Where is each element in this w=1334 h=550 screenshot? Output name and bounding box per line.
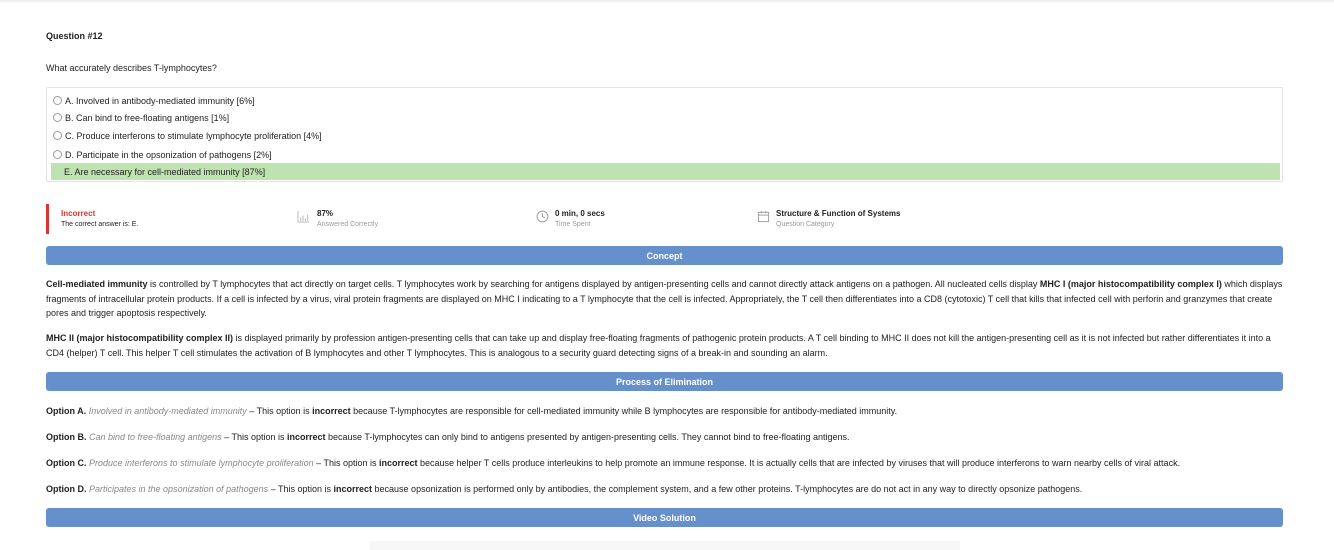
concept-term: Cell-mediated immunity [46, 279, 148, 289]
option-quote: Can bind to free-floating antigens [89, 432, 222, 442]
elimination-option-d [46, 484, 1283, 494]
option-a[interactable] [51, 92, 1280, 109]
clock-icon [536, 210, 549, 223]
concept-paragraph-2 [46, 331, 1283, 360]
percent-value: 87% [317, 209, 334, 218]
incorrect-keyword: incorrect [379, 458, 418, 468]
incorrect-keyword: incorrect [312, 406, 351, 416]
option-c[interactable] [51, 127, 1280, 144]
radio-button[interactable] [53, 131, 62, 140]
concept-text: is controlled by T lymphocytes that act directly on target cells. T lymphocytes work by searching for antigens displayed by antigen-presenting cells and cannot directly attack antigens on a pathogen. All nucleated cells display [147, 279, 1040, 289]
incorrect-keyword: incorrect [286, 432, 326, 442]
radio-button[interactable] [53, 96, 62, 105]
question-text: What accurately describes T-lymphocytes? [46, 63, 217, 73]
time-value: 0 min, 0 secs [555, 209, 605, 218]
option-quote: Participates in the opsonization of pathogens [89, 484, 269, 494]
concept-term: MHC II (major histocompatibility complex II) [46, 333, 234, 343]
option-label: Option A. [46, 406, 87, 416]
option-quote: Involved in antibody-mediated immunity [88, 406, 247, 416]
option-e-correct[interactable] [51, 163, 1280, 180]
video-solution-section-header[interactable]: Video Solution [46, 508, 1283, 527]
question-number: Question #12 [46, 31, 103, 41]
option-label: Option C. [46, 458, 87, 468]
elimination-option-b [46, 432, 1283, 442]
bar-chart-icon [297, 210, 310, 223]
concept-text: which displays fragments of intracellular protein products. If a cell is infected by a virus, viral protein fragments are displayed on MHC I indicating to a T lymphocyte that the cell is infected. Appropriately, the T cell then differentiates into a CD8 (cytotoxic) T cell that kills that infected cell with perforin and granzymes that create pores and trigger apoptosis respectively. [46, 279, 1283, 318]
radio-button[interactable] [53, 113, 62, 122]
option-label: Option D. [46, 484, 87, 494]
concept-text: is displayed primarily by profession antigen-presenting cells that can take up and display free-floating fragments of pathogenic protein products. A T cell binding to MHC II does not kill the antigen-presenting cell as it is not infected but rather differentiates it into a CD4 (helper) T cell. This helper T cell stimulates the activation of B lymphocytes and other T lymphocytes. This is analogous to a security guard detecting signs of a break-in and sounding an alarm. [46, 333, 1271, 358]
correct-answer-text: The correct answer is: E. [61, 221, 139, 228]
answer-options [46, 87, 1283, 182]
radio-button[interactable] [53, 150, 62, 159]
option-text: because opsonization is performed only by antibodies, the complement system, and a few other proteins. T-lymphocytes are do not act in any way to directly opsonize pathogens. [372, 484, 1083, 494]
option-label: A. Involved in antibody-mediated immunity [6%] [65, 95, 255, 106]
time-spent-stat [555, 209, 605, 228]
concept-paragraph-1 [46, 277, 1283, 321]
incorrect-indicator-bar [46, 204, 49, 234]
concept-section-header[interactable]: Concept [46, 246, 1283, 265]
result-stat [61, 209, 138, 228]
time-label: Time Spent [555, 221, 591, 228]
option-quote: Produce interferons to stimulate lymphocyte proliferation [89, 458, 314, 468]
percent-correct-stat [317, 209, 378, 228]
option-text: because helper T cells produce interleukins to help promote an immune response. It is actually cells that are infected by viruses that will produce interferons to warn nearby cells of viral attack. [417, 458, 1181, 468]
concept-term: MHC I (major histocompatibility complex I) [1039, 279, 1222, 289]
elimination-section-header[interactable]: Process of Elimination [46, 372, 1283, 391]
option-text: – This option is [313, 458, 379, 468]
elimination-option-c [46, 458, 1283, 468]
elimination-option-a [46, 406, 1283, 416]
option-text: – This option is [246, 406, 313, 416]
option-d[interactable] [51, 146, 1280, 163]
incorrect-keyword: incorrect [333, 484, 373, 494]
calendar-icon [757, 210, 770, 223]
result-status: Incorrect [61, 209, 96, 218]
option-label: B. Can bind to free-floating antigens [1%] [65, 112, 230, 123]
category-stat [776, 209, 900, 228]
category-label: Question Category [776, 221, 835, 228]
option-text: – This option is [268, 484, 334, 494]
category-value: Structure & Function of Systems [776, 209, 901, 218]
result-stats [46, 204, 1283, 234]
percent-label: Answered Correctly [317, 221, 379, 228]
video-player-placeholder [370, 541, 960, 550]
option-b[interactable] [51, 109, 1280, 126]
option-text: – This option is [221, 432, 287, 442]
option-text: because T-lymphocytes are responsible for cell-mediated immunity while B lymphocytes are responsible for antibody-mediated immunity. [350, 406, 898, 416]
option-label: C. Produce interferons to stimulate lymphocyte proliferation [4%] [65, 130, 322, 141]
option-text: because T-lymphocytes can only bind to antigens presented by antigen-presenting cells. They cannot bind to free-floating antigens. [325, 432, 850, 442]
top-shadow [0, 0, 1334, 4]
option-label: D. Participate in the opsonization of pathogens [2%] [65, 149, 272, 160]
option-label: E. Are necessary for cell-mediated immunity [87%] [64, 166, 266, 177]
option-label: Option B. [46, 432, 87, 442]
